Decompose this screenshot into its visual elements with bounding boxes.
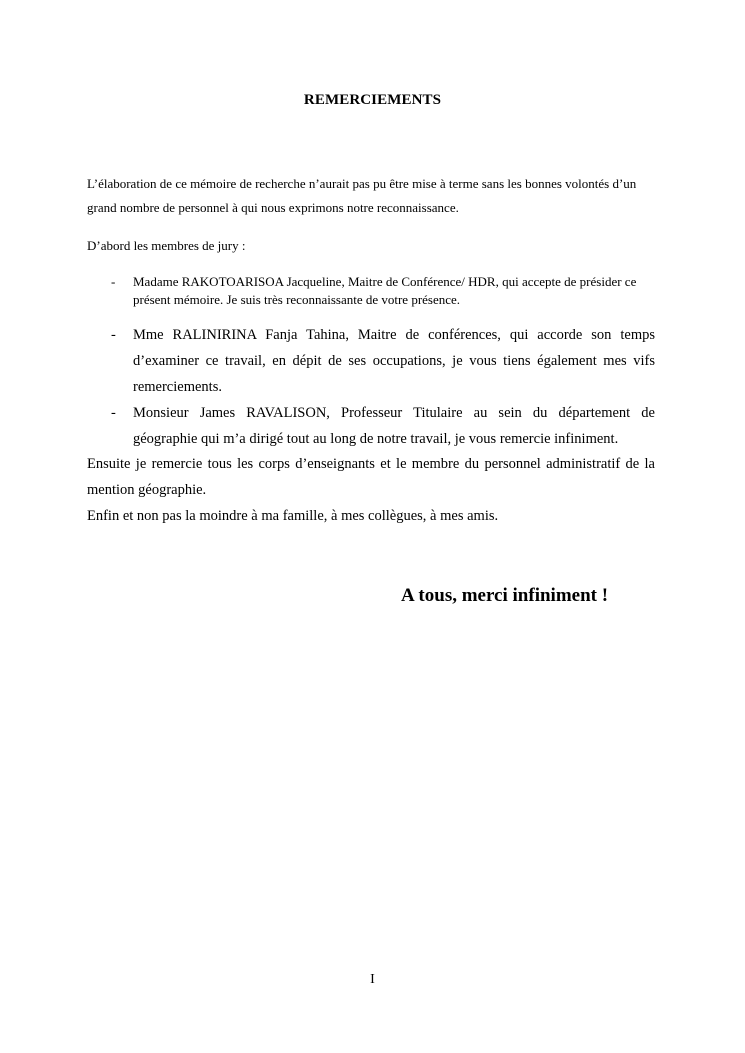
jury-item-text: Monsieur James RAVALISON, Professeur Titulaire au sein du département de géographie qui m’a dirigé tout au long de notre travail, je vous remercie infiniment. (133, 405, 655, 447)
page-number: I (370, 972, 375, 987)
jury-intro-paragraph: D’abord les membres de jury : (87, 238, 246, 253)
bullet-dash: - (111, 327, 116, 343)
staff-paragraph: Ensuite je remercie tous les corps d’enseignants et le membre du personnel administratif de la mention géographie. (87, 456, 655, 498)
intro-paragraph: L’élaboration de ce mémoire de recherche n’aurait pas pu être mise à terme sans les bonnes volontés d’un grand nombre de personnel à qui nous exprimons notre reconnaissance. (87, 176, 637, 215)
family-paragraph: Enfin et non pas la moindre à ma famille, à mes collègues, à mes amis. (87, 508, 499, 524)
page-title: REMERCIEMENTS (303, 92, 442, 108)
bullet-dash: - (111, 405, 116, 421)
jury-item (87, 400, 655, 452)
closing-statement: A tous, merci infiniment ! (401, 585, 609, 606)
jury-item (87, 322, 655, 400)
jury-item-text: Mme RALINIRINA Fanja Tahina, Maitre de conférences, qui accorde son temps d’examiner ce travail, en dépit de ses occupations, je vous tiens également mes vifs remerciements. (133, 327, 655, 395)
jury-item (87, 273, 655, 309)
jury-item-text: Madame RAKOTOARISOA Jacqueline, Maitre de Conférence/ HDR, qui accepte de présider ce présent mémoire. Je suis très reconnaissante de votre présence. (133, 274, 637, 307)
bullet-dash: - (111, 274, 116, 289)
